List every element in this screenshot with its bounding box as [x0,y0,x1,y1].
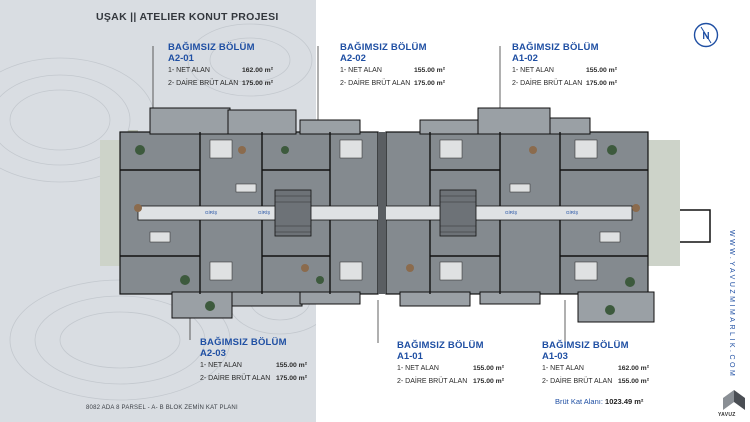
net-area-label: 1- NET ALAN [168,67,210,74]
entrance-label: GİRİŞ [258,210,271,215]
gross-area-value: 175.00 m² [276,375,307,382]
gross-area-label: 2- DAİRE BRÜT ALAN [397,378,468,385]
gross-area-label: 2- DAİRE BRÜT ALAN [200,375,271,382]
north-label: N [702,31,710,42]
unit-heading: BAĞIMSIZ BÖLÜM [512,42,599,53]
entrance-label: GİRİŞ [505,210,518,215]
net-area-value: 162.00 m² [242,67,273,74]
unit-label-a1-02 [512,42,617,90]
brand-url-text: WWW.YAVUZMIMARLIK.COM [728,230,735,379]
unit-heading: BAĞIMSIZ BÖLÜM [168,42,255,53]
net-area-label: 1- NET ALAN [542,365,584,372]
net-area-value: 155.00 m² [276,362,307,369]
unit-label-a2-01 [168,42,273,90]
site-boundary [680,210,710,242]
gross-area-label: 2- DAİRE BRÜT ALAN [512,80,583,87]
total-floor-area [555,397,643,406]
net-area-label: 1- NET ALAN [397,365,439,372]
total-area-label: Brüt Kat Alanı: [555,397,603,406]
gross-area-value: 175.00 m² [242,80,273,87]
stair-core [440,190,476,236]
net-area-label: 1- NET ALAN [200,362,242,369]
unit-label-a1-03 [542,340,649,388]
unit-code: A1-03 [542,351,568,362]
unit-label-a2-03 [200,337,307,385]
total-area-value: 1023.49 m² [605,397,644,406]
entrance-label: GİRİŞ [566,210,579,215]
unit-heading: BAĞIMSIZ BÖLÜM [340,42,427,53]
unit-code: A2-01 [168,53,194,64]
net-area-value: 155.00 m² [414,67,445,74]
project-title: UŞAK || ATELIER KONUT PROJESI [96,11,279,23]
unit-code: A1-02 [512,53,538,64]
gross-area-value: 175.00 m² [414,80,445,87]
gross-area-value: 175.00 m² [473,378,504,385]
unit-label-a1-01 [397,340,504,388]
net-area-label: 1- NET ALAN [512,67,554,74]
net-area-value: 155.00 m² [473,365,504,372]
unit-label-a2-02 [340,42,445,90]
net-area-label: 1- NET ALAN [340,67,382,74]
entrance-label: GİRİŞ [205,210,218,215]
gross-area-label: 2- DAİRE BRÜT ALAN [168,80,239,87]
gross-area-value: 175.00 m² [586,80,617,87]
stair-core [275,190,311,236]
unit-heading: BAĞIMSIZ BÖLÜM [542,340,629,351]
net-area-value: 162.00 m² [618,365,649,372]
gross-area-label: 2- DAİRE BRÜT ALAN [542,378,613,385]
unit-heading: BAĞIMSIZ BÖLÜM [397,340,484,351]
unit-heading: BAĞIMSIZ BÖLÜM [200,337,287,348]
unit-code: A1-01 [397,351,423,362]
unit-code: A2-03 [200,348,226,359]
building-a [120,108,654,322]
unit-code: A2-02 [340,53,366,64]
sheet-footer: 8082 ADA 8 PARSEL - A- B BLOK ZEMİN KAT PLANI [86,405,238,411]
gross-area-value: 155.00 m² [618,378,649,385]
net-area-value: 155.00 m² [586,67,617,74]
logo-text: YAVUZ [718,412,736,418]
brand-url [725,230,737,380]
gross-area-label: 2- DAİRE BRÜT ALAN [340,80,411,87]
